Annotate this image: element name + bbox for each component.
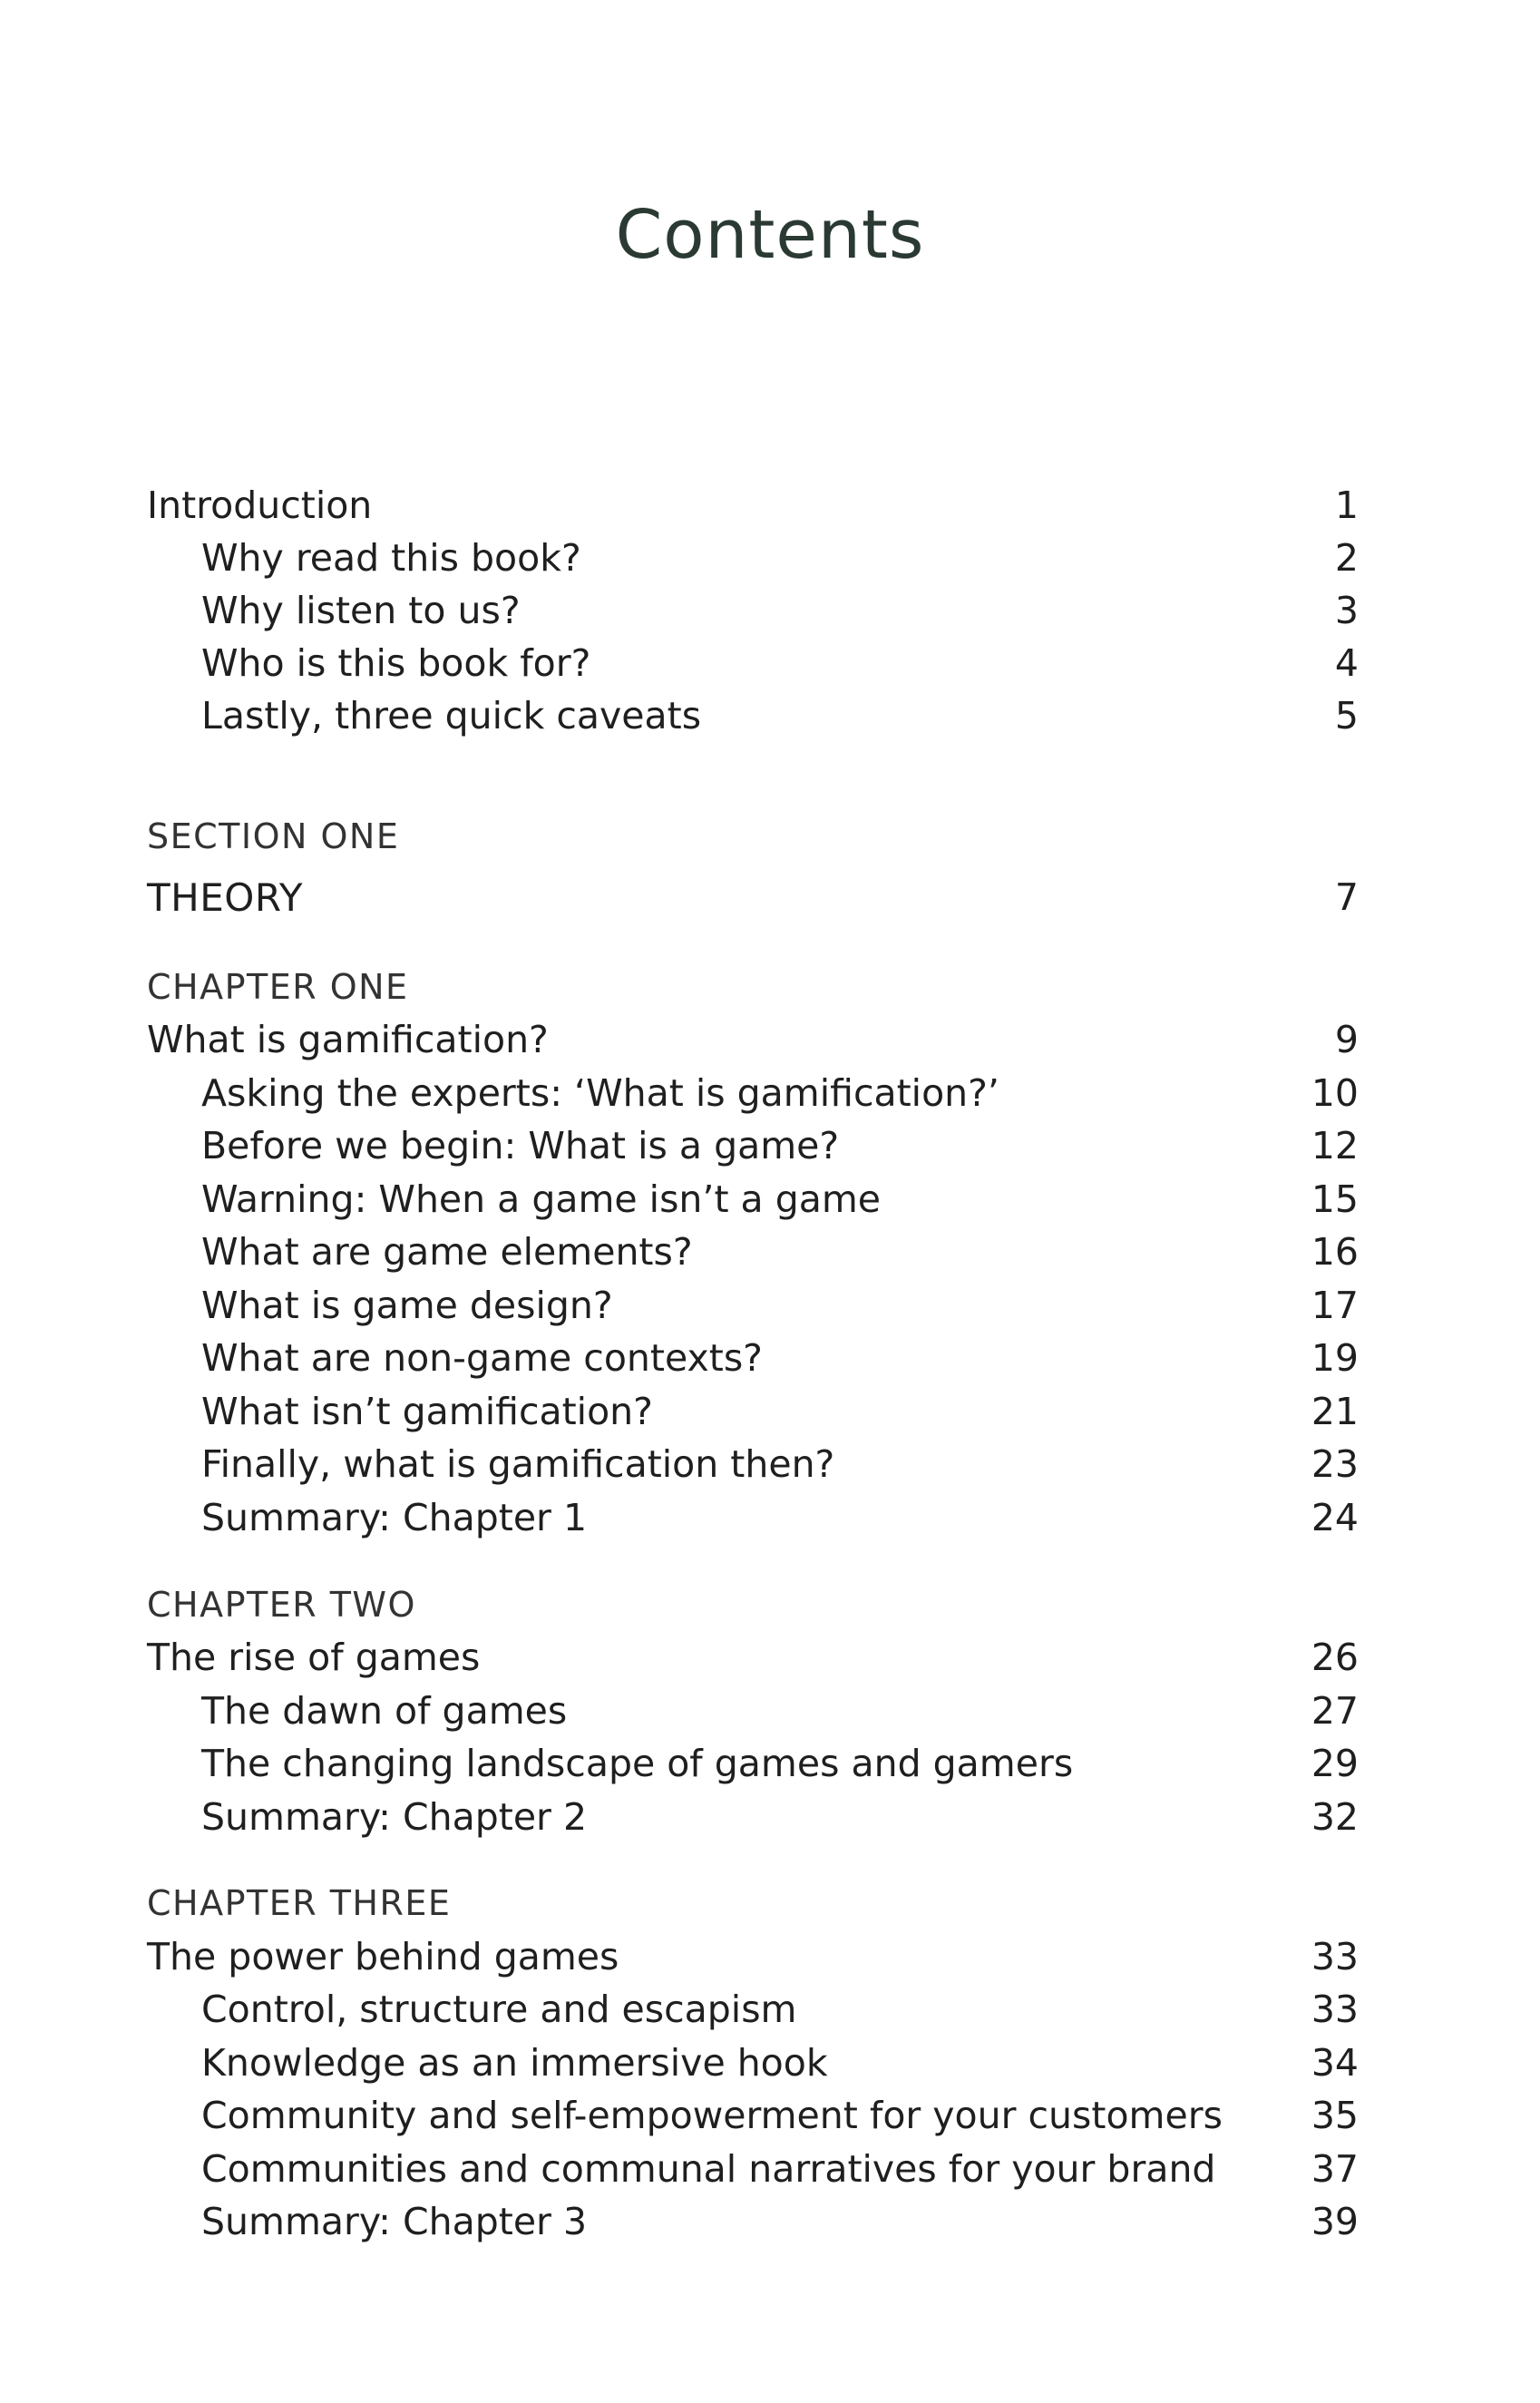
toc-page-number: 15 [1311, 1177, 1359, 1221]
toc-page-number: 4 [1334, 641, 1359, 685]
toc-entry-label: Asking the experts: ‘What is gamification?’ [201, 1071, 999, 1115]
toc-page-number: 37 [1311, 2147, 1359, 2191]
toc-entry-label: Summary: Chapter 3 [201, 2200, 588, 2243]
toc-page-number: 26 [1311, 1636, 1359, 1679]
toc-page-number: 34 [1311, 2041, 1359, 2085]
toc-page-number: 9 [1334, 1018, 1359, 1061]
toc-entry-label: Why read this book? [201, 536, 581, 580]
section-caption-label: SECTION ONE [147, 816, 400, 856]
toc-entry-label: Community and self-empowerment for your customers [201, 2094, 1223, 2137]
toc-page-number: 7 [1334, 875, 1359, 919]
chapter-caption-label: CHAPTER THREE [147, 1883, 452, 1923]
toc-page-number: 35 [1311, 2094, 1359, 2137]
toc-entry-label: The changing landscape of games and gamers [201, 1742, 1074, 1785]
toc-page-number: 21 [1311, 1390, 1359, 1433]
toc-page-number: 5 [1334, 694, 1359, 738]
toc-page-number: 29 [1311, 1742, 1359, 1785]
toc-page-number: 33 [1311, 1935, 1359, 1978]
toc-page-number: 32 [1311, 1795, 1359, 1839]
chapter-title: The rise of games [147, 1636, 481, 1679]
toc-entry-label: Summary: Chapter 1 [201, 1496, 588, 1539]
toc-entry-label: What are non-game contexts? [201, 1336, 763, 1380]
chapter-caption-label: CHAPTER TWO [147, 1585, 416, 1625]
chapter-title: What is gamification? [147, 1018, 549, 1061]
page-title: Contents [615, 196, 925, 274]
toc-page-number: 16 [1311, 1230, 1359, 1274]
toc-page-number: 3 [1334, 589, 1359, 632]
toc-page-number: 27 [1311, 1689, 1359, 1733]
toc-page-number: 17 [1311, 1284, 1359, 1327]
toc-page-number: 1 [1334, 484, 1359, 527]
toc-entry-label: Lastly, three quick caveats [201, 694, 702, 738]
section-title: THEORY [147, 875, 303, 920]
toc-entry-label: Introduction [147, 484, 373, 527]
toc-entry-label: Warning: When a game isn’t a game [201, 1177, 882, 1221]
toc-page-number: 2 [1334, 536, 1359, 580]
toc-entry-label: Communities and communal narratives for your brand [201, 2147, 1216, 2191]
toc-page-number: 23 [1311, 1442, 1359, 1486]
toc-entry-label: Knowledge as an immersive hook [201, 2041, 828, 2085]
toc-entry-label: What are game elements? [201, 1230, 693, 1274]
toc-page-number: 10 [1311, 1071, 1359, 1115]
chapter-caption-label: CHAPTER ONE [147, 967, 409, 1007]
toc-entry-label: What is game design? [201, 1284, 613, 1327]
toc-page-number: 12 [1311, 1124, 1359, 1167]
toc-entry-label: Summary: Chapter 2 [201, 1795, 588, 1839]
toc-page-number: 24 [1311, 1496, 1359, 1539]
chapter-title: The power behind games [147, 1935, 619, 1978]
toc-entry-label: What isn’t gamification? [201, 1390, 653, 1433]
toc-entry-label: Finally, what is gamification then? [201, 1442, 835, 1486]
toc-entry-label: The dawn of games [201, 1689, 568, 1733]
toc-entry-label: Before we begin: What is a game? [201, 1124, 840, 1167]
toc-entry-label: Control, structure and escapism [201, 1988, 797, 2031]
toc-page-number: 39 [1311, 2200, 1359, 2243]
toc-page-number: 19 [1311, 1336, 1359, 1380]
toc-entry-label: Why listen to us? [201, 589, 521, 632]
toc-page-number: 33 [1311, 1988, 1359, 2031]
toc-entry-label: Who is this book for? [201, 641, 591, 685]
